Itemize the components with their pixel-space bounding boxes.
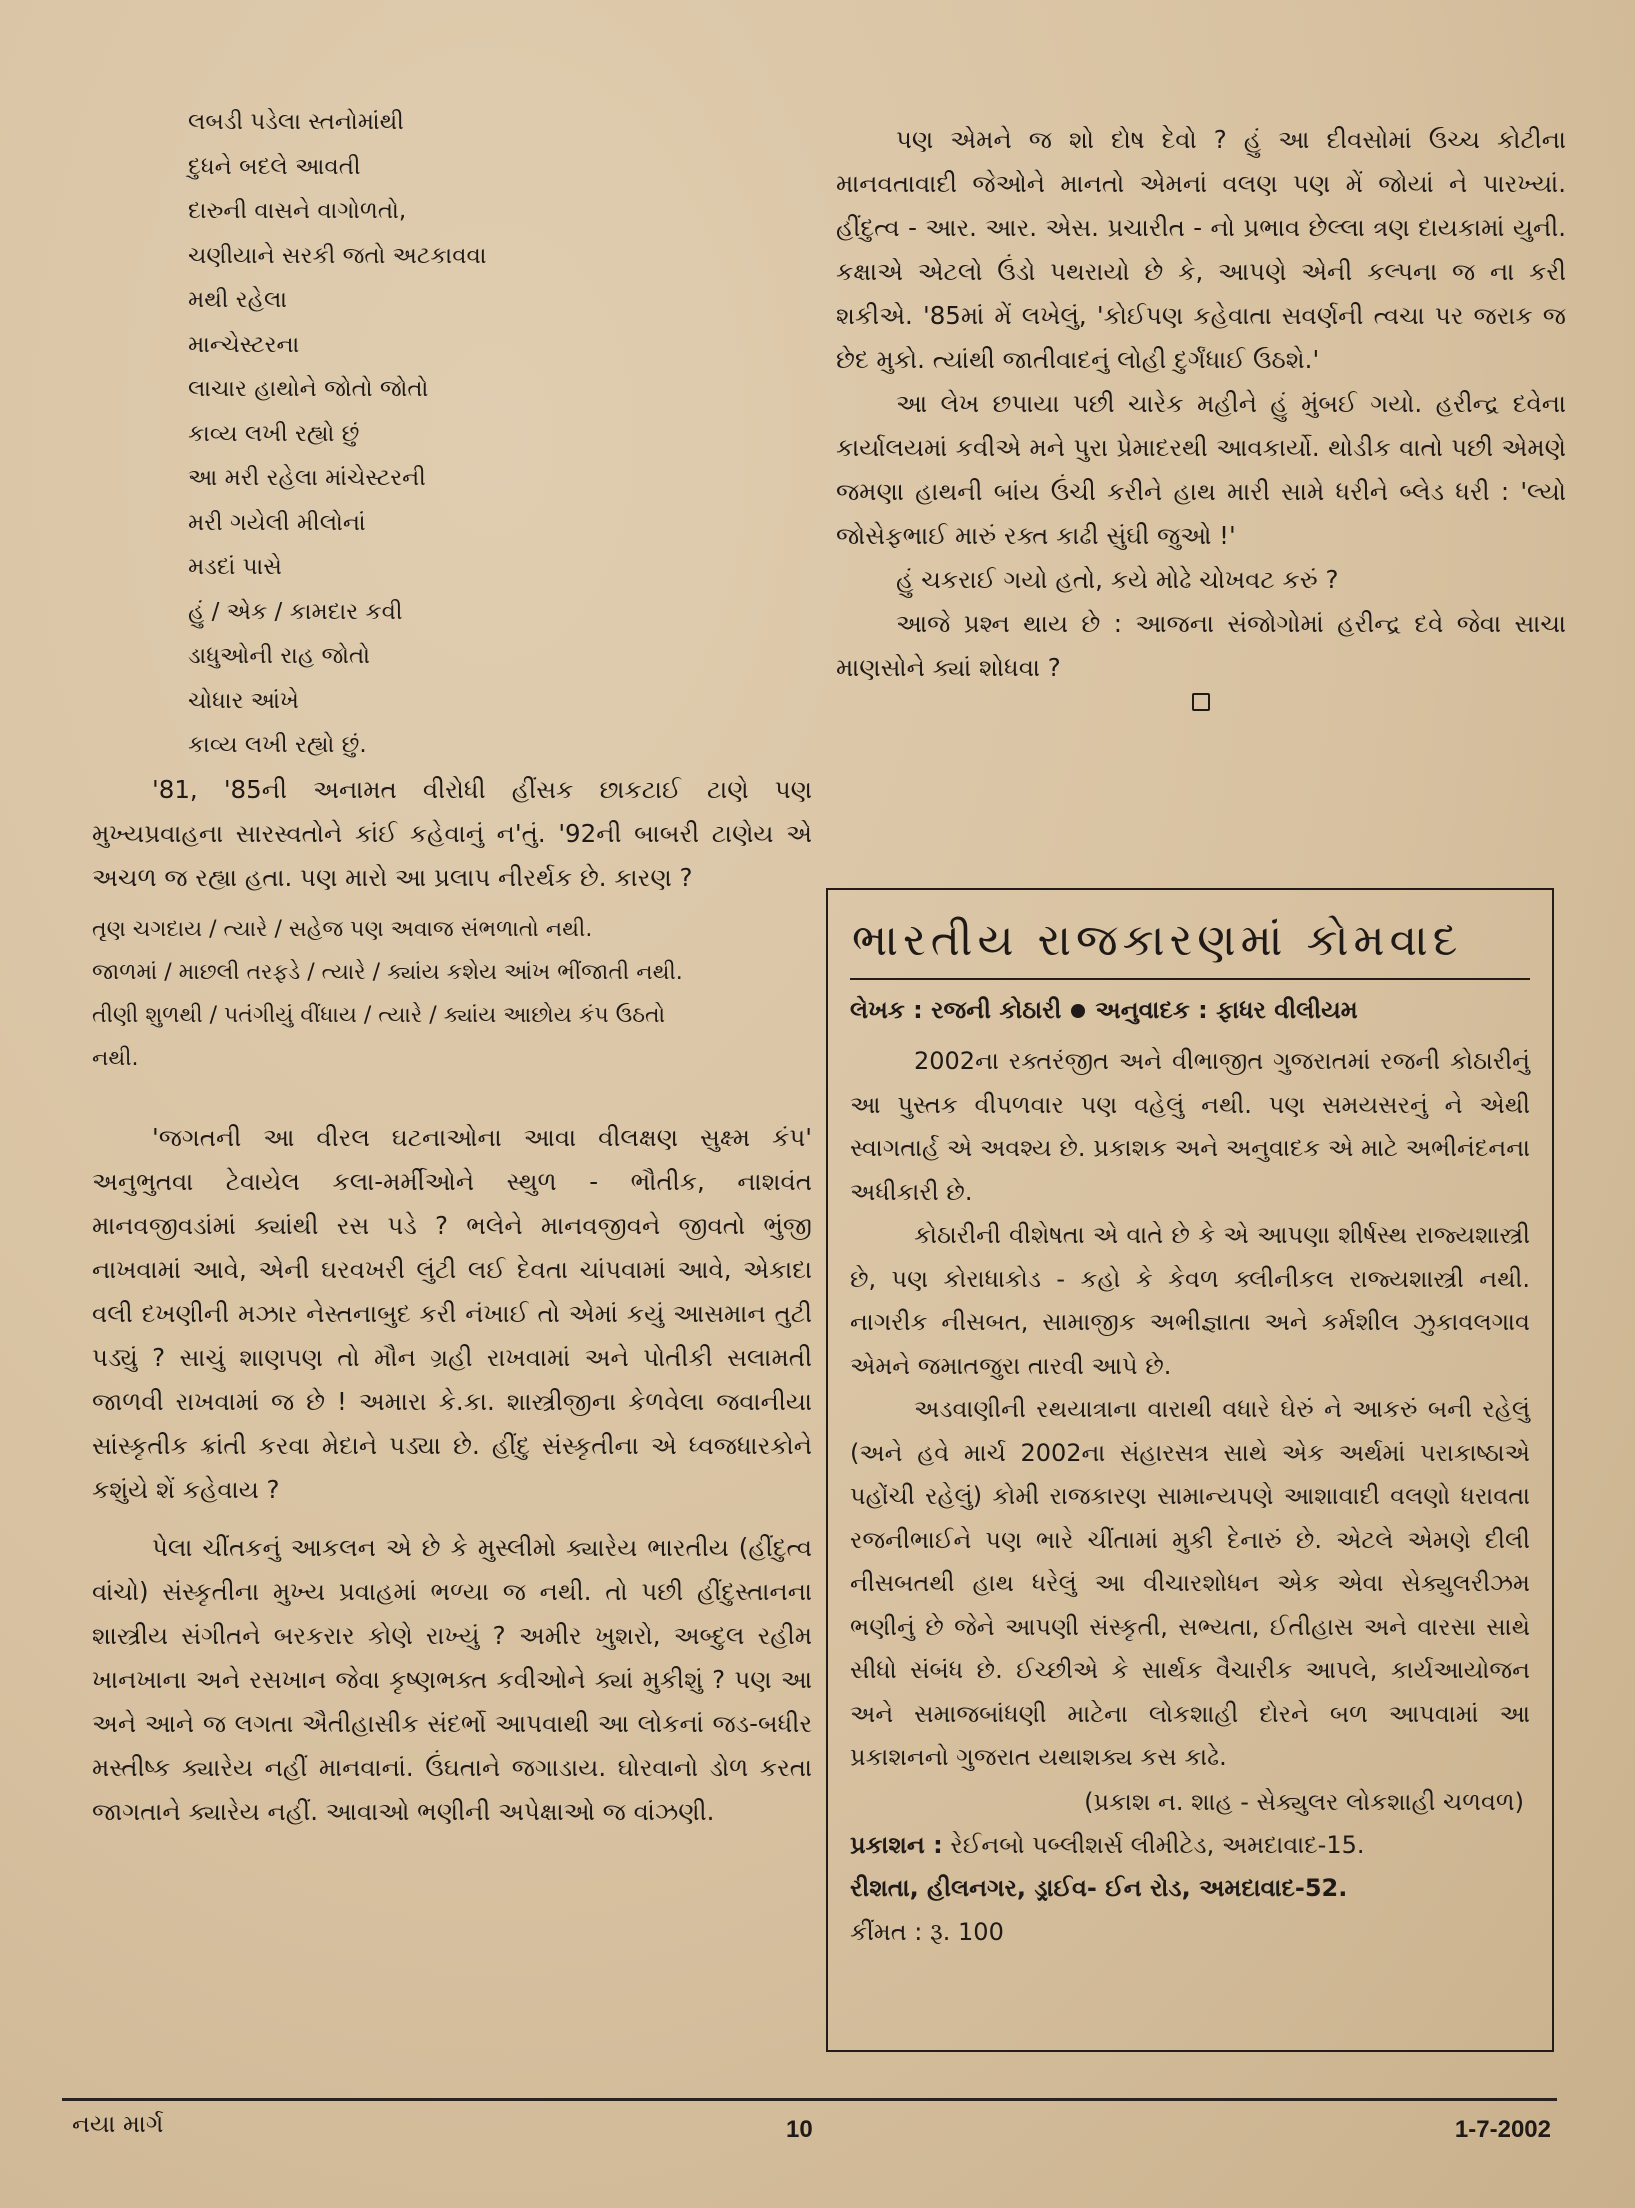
poem-line: માન્ચેસ્ટરના xyxy=(188,331,300,358)
poem-line: મરી ગયેલી મીલોનાં xyxy=(188,509,366,536)
poem-line: કાવ્ય લખી રહ્યો છું. xyxy=(188,732,367,758)
verse-quote xyxy=(92,908,812,1080)
issue-date: 1-7-2002 xyxy=(1454,2116,1551,2143)
poem-line: ચોધાર આંખે xyxy=(188,687,299,714)
review-paragraph: 2002ના રક્તરંજીત અને વીભાજીત ગુજરાતમાં રજની કોઠારીનું આ પુસ્તક વીપળવાર પણ વહેલું નથી. પણ સમયસરનું ને એથી સ્વાગતાર્હ એ અવશ્ય છે. પ્રકાશક અને અનુવાદક એ માટે અભીનંદનના અધીકારી છે. xyxy=(850,1047,1530,1206)
poem-line: ડાધુઓની રાહ જોતો xyxy=(188,643,371,669)
left-column xyxy=(92,100,812,1834)
book-price: કીંમત : રૂ. 100 xyxy=(850,1917,1004,1946)
review-signature: (પ્રકાશ ન. શાહ - સેક્યુલર લોકશાહી ચળવળ) xyxy=(1084,1787,1524,1816)
book-author: લેખક : રજની કોઠારી xyxy=(850,996,1062,1024)
bullet-icon xyxy=(1071,1004,1085,1018)
verse-line: નથી. xyxy=(92,1045,139,1071)
poem-line: દુધને બદલે આવતી xyxy=(188,153,361,180)
poem-line: આ મરી રહેલા માંચેસ્ટરની xyxy=(188,465,426,491)
publisher-info xyxy=(850,1824,1530,1955)
poem-line: ચણીયાને સરકી જતો અટકાવવા xyxy=(188,242,487,269)
verse-line: જાળમાં / માછલી તરફડે / ત્યારે / ક્યાંય કશેય આંખ ભીંજાતી નથી. xyxy=(92,959,683,985)
article-paragraph: પણ એમને જ શો દોષ દેવો ? હું આ દીવસોમાં ઉચ્ચ કોટીના માનવતાવાદી જેઓને માનતો એમનાં વલણ પણ મેં જોયાં ને પારખ્યાં. હીંદુત્વ - આર. આર. એસ. પ્રચારીત - નો પ્રભાવ છેલ્લા ત્રણ દાયકામાં યુની. કક્ષાએ એટલો ઉંડો પથરાયો છે કે, આપણે એની કલ્પના જ ના કરી શકીએ. '85માં મેં લખેલું, 'કોઈપણ કહેવાતા સવર્ણની ત્વચા પર જરાક જ છેદ મુકો. ત્યાંથી જાતીવાદનું લોહી દુર્ગંધાઈ ઉઠશે.' xyxy=(836,125,1566,374)
footer-rule xyxy=(62,2098,1557,2101)
article-paragraph: પેલા ચીંતકનું આકલન એ છે કે મુસ્લીમો ક્યારેય ભારતીય (હીંદુત્વ વાંચો) સંસ્કૃતીના મુખ્ય પ્રવાહમાં ભળ્યા જ નથી. તો પછી હીંદુસ્તાનના શાસ્ત્રીય સંગીતને બરકરાર કોણે રાખ્યું ? અમીર ખુશરો, અબ્દુલ રહીમ ખાનખાના અને રસખાન જેવા કૃષ્ણભક્ત કવીઓને ક્યાં મુકીશું ? પણ આ અને આને જ લગતા ઐતીહાસીક સંદર્ભો આપવાથી આ લોકનાં જડ-બધીર મસ્તીષ્ક ક્યારેય નહીં માનવાનાં. ઉંઘતાને જગાડાય. ઘોરવાનો ડોળ કરતા જાગતાને ક્યારેય નહીં. આવાઓ ભણીની અપેક્ષાઓ જ વાંઝણી. xyxy=(92,1532,812,1826)
poem-line: લબડી પડેલા સ્તનોમાંથી xyxy=(188,109,404,135)
poem xyxy=(188,100,812,768)
article-paragraph: હું ચકરાઈ ગયો હતો, કયે મોઢે ચોખવટ કરું ? xyxy=(896,565,1339,594)
review-paragraph: અડવાણીની રથયાત્રાના વારાથી વધારે ઘેરું ને આકરું બની રહેલું (અને હવે માર્ચ 2002ના સંહારસત્ર સાથે એક અર્થમાં પરાકાષ્ઠાએ પહોંચી રહેલું) કોમી રાજકારણ સામાન્યપણે આશાવાદી વલણો ધરાવતા રજનીભાઈને પણ ભારે ચીંતામાં મુકી દેનારું છે. એટલે એમણે દીલી નીસબતથી હાથ ધરેલું આ વીચારશોધન એક એવા સેક્યુલરીઝમ ભણીનું છે જેને આપણી સંસ્કૃતી, સભ્યતા, ઈતીહાસ અને વારસા સાથે સીધો સંબંધ છે. ઈચ્છીએ કે સાર્થક વૈચારીક આપલે, કાર્યઆયોજન અને સમાજબાંધણી માટેના લોકશાહી દોરને બળ આપવામાં આ પ્રકાશનનો ગુજરાત યથાશક્ય કસ કાઢે. xyxy=(850,1395,1531,1771)
poem-line: દારુની વાસને વાગોળતો, xyxy=(188,198,407,224)
publisher-address: રીશતા, હીલનગર, ડ્રાઈવ- ઈન રોડ, અમદાવાદ-52. xyxy=(850,1874,1348,1902)
right-column xyxy=(836,118,1566,717)
review-paragraph: કોઠારીની વીશેષતા એ વાતે છે કે એ આપણા શીર્ષસ્થ રાજ્યશાસ્ત્રી છે, પણ કોરાધાકોડ - કહો કે કેવળ ક્લીનીકલ રાજ્યશાસ્ત્રી નથી. નાગરીક નીસબત, સામાજીક અભીજ્ઞાતા અને કર્મશીલ ઝુકાવલગાવ એમને જમાતજુરા તારવી આપે છે. xyxy=(850,1221,1530,1380)
verse-line: તૃણ ચગદાય / ત્યારે / સહેજ પણ અવાજ સંભળાતો નથી. xyxy=(92,916,593,942)
page-footer xyxy=(62,2098,1557,2154)
book-review-box xyxy=(826,888,1554,2052)
poem-line: લાચાર હાથોને જોતો જોતો xyxy=(188,376,429,402)
end-of-article-mark xyxy=(836,692,1566,717)
book-title: ભારતીય રાજકારણમાં કોમવાદ xyxy=(850,904,1530,980)
poem-line: મથી રહેલા xyxy=(188,287,288,313)
page-number: 10 xyxy=(786,2116,813,2143)
poem-line: મડદાં પાસે xyxy=(188,554,282,580)
article-paragraph: આજે પ્રશ્ન થાય છે : આજના સંજોગોમાં હરીન્દ્ર દવે જેવા સાચા માણસોને ક્યાં શોધવા ? xyxy=(836,609,1566,682)
verse-line: તીણી શુળથી / પતંગીયું વીંધાય / ત્યારે / ક્યાંય આછોય કંપ ઉઠતો xyxy=(92,1002,666,1028)
poem-line: કાવ્ય લખી રહ્યો છું xyxy=(188,420,360,447)
publisher-label: પ્રકાશન : xyxy=(850,1830,943,1859)
book-translator: અનુવાદક : ફાધર વીલીયમ xyxy=(1095,996,1358,1024)
article-paragraph: '81, '85ની અનામત વીરોધી હીંસક છાકટાઈ ટાણે પણ મુખ્યપ્રવાહના સારસ્વતોને કાંઈ કહેવાનું ન'તું. '92ની બાબરી ટાણેય એ અચળ જ રહ્યા હતા. પણ મારો આ પ્રલાપ નીરર્થક છે. કારણ ? xyxy=(92,774,812,892)
book-byline xyxy=(850,980,1530,1040)
article-paragraph: 'જગતની આ વીરલ ઘટનાઓના આવા વીલક્ષણ સુક્ષ્મ કંપ' અનુભુતવા ટેવાયેલ કલા-મર્મીઓને સ્થુળ - ભૌતીક, નાશવંત માનવજીવડાંમાં ક્યાંથી રસ પડે ? ભલેને માનવજીવને જીવતો ભુંજી નાખવામાં આવે, એની ઘરવખરી લુંટી લઈ દેવતા ચાંપવામાં આવે, એકાદા વલી દખણીની મઝાર નેસ્તનાબુદ કરી નંખાઈ તો એમાં કયું આસમાન તુટી પડ્યું ? સાચું શાણપણ તો મૌન ગ્રહી રાખવામાં અને પોતીકી સલામતી જાળવી રાખવામાં જ છે ! અમારા કે.કા. શાસ્ત્રીજીના કેળવેલા જવાનીયા સાંસ્કૃતીક ક્રાંતી કરવા મેદાને પડ્યા છે. હીંદુ સંસ્કૃતીના એ ધ્વજધારકોને કશુંયે શેં કહેવાય ? xyxy=(92,1122,812,1504)
publication-name: નયા માર્ગ xyxy=(72,2110,164,2138)
publisher-line: રેઈનબો પબ્લીશર્સ લીમીટેડ, અમદાવાદ-15. xyxy=(950,1830,1365,1859)
poem-line: હું / એક / કામદાર કવી xyxy=(188,598,403,625)
article-paragraph: આ લેખ છપાયા પછી ચારેક મહીને હું મુંબઈ ગયો. હરીન્દ્ર દવેના કાર્યાલયમાં કવીએ મને પુરા પ્રેમાદરથી આવકાર્યો. થોડીક વાતો પછી એમણે જમણા હાથની બાંય ઉંચી કરીને હાથ મારી સામે ધરીને બ્લેડ ધરી : 'લ્યો જોસેફભાઈ મારું રક્ત કાઢી સુંઘી જુઓ !' xyxy=(836,389,1566,550)
